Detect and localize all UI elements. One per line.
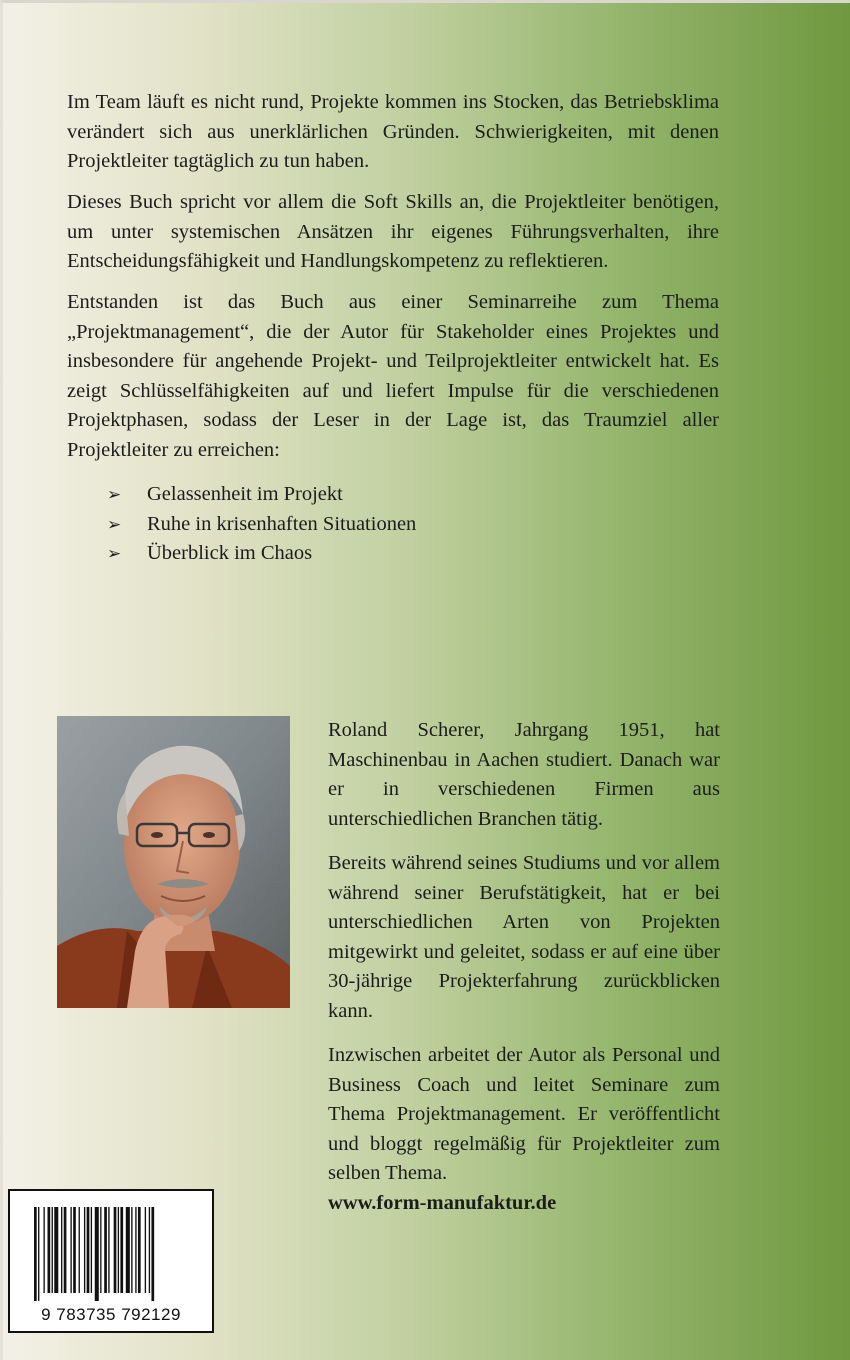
barcode-bar	[118, 1207, 119, 1293]
arrowhead-bullet-icon: ➢	[107, 514, 122, 534]
author-paragraph-2: Bereits während seines Studiums und vor allem während seiner Berufstätigkeit, hat er bei unterschiedlichen Arten von Projekten mitgewirkt und geleitet, sodass er auf eine über 30-jährige Projekterfahrung zurückblicken kann.	[328, 852, 720, 1022]
barcode-bar	[79, 1207, 80, 1293]
barcode-bar	[52, 1207, 53, 1293]
barcode-bar	[91, 1207, 92, 1293]
barcode-bar	[131, 1207, 132, 1293]
barcode-bar	[48, 1207, 51, 1293]
barcode-bar	[73, 1207, 76, 1293]
barcode-bar	[149, 1207, 150, 1293]
barcode-bar	[84, 1207, 85, 1293]
barcode-bar	[120, 1207, 123, 1293]
list-item-label: Ruhe in krisenhaften Situationen	[147, 512, 417, 535]
arrowhead-bullet-icon: ➢	[107, 485, 122, 504]
barcode-bar	[145, 1207, 146, 1293]
barcode-bar	[151, 1207, 154, 1301]
barcode-bar	[70, 1207, 71, 1293]
list-item	[107, 539, 416, 569]
barcode-bar	[114, 1207, 117, 1293]
barcode-bar	[61, 1207, 62, 1293]
blurb-paragraph-2: Dieses Buch spricht vor allem die Soft Skills an, die Projektleiter benötigen, um unter systemischen Ansätzen ihr eigenes Führungsverhalten, ihre Entscheidungsfähigkeit und Handlungskompetenz zu reflektieren.	[67, 191, 719, 272]
arrowhead-bullet-icon: ➢	[107, 544, 122, 563]
barcode-bar	[87, 1207, 90, 1293]
barcode-bar	[126, 1207, 130, 1293]
barcode-bar	[135, 1207, 136, 1293]
website-link[interactable]: www.form-manufaktur.de	[328, 1192, 557, 1214]
author-paragraph-3: Inzwischen arbeitet der Autor als Personal und Business Coach und leitet Seminare zum Thema Projektmanagement. Er veröffentlicht und bloggt regelmäßig für Projektleiter zum selben Thema.	[328, 1044, 720, 1184]
isbn-number: 9 783735 792129	[41, 1305, 181, 1324]
barcode-bars-icon	[10, 1191, 212, 1301]
barcode-bar	[54, 1207, 58, 1293]
blurb-paragraph-3: Entstanden ist das Buch aus einer Seminarreihe zum Thema „Projektmanagement“, die der Autor für Stakeholder eines Projektes und insbesondere für angehende Projekt- und Teilprojektleiter entwickelt hat. Es zeigt Schlüsselfähigkeiten auf und liefert Impulse für die verschiedenen Projektphasen, sodass der Leser in der Lage ist, das Traumziel aller Projektleiter zu erreichen:	[67, 291, 719, 461]
author-photo	[57, 716, 290, 1008]
barcode-bar	[95, 1207, 99, 1301]
list-item-label: Überblick im Chaos	[147, 542, 313, 564]
barcode-bar	[100, 1207, 101, 1293]
barcode-bar	[104, 1207, 107, 1293]
isbn-barcode	[8, 1189, 214, 1333]
list-item	[107, 510, 416, 540]
author-paragraph-1: Roland Scherer, Jahrgang 1951, hat Maschinenbau in Aachen studiert. Danach war er in verschiedenen Firmen aus unterschiedlichen Branchen tätig.	[328, 719, 720, 830]
goal-list	[107, 480, 416, 569]
author-bio	[328, 716, 720, 1204]
barcode-bar	[43, 1207, 44, 1293]
barcode-bar	[38, 1207, 39, 1301]
list-item-label: Gelassenheit im Projekt	[147, 483, 343, 505]
barcode-bar	[138, 1207, 141, 1293]
list-item	[107, 480, 416, 510]
blurb-paragraph-1: Im Team läuft es nicht rund, Projekte kommen ins Stocken, das Betriebsklima verändert sich aus unerklärlichen Gründen. Schwierigkeiten, mit denen Projektleiter tagtäglich zu tun haben.	[67, 91, 719, 172]
barcode-bar	[34, 1207, 37, 1301]
barcode-bar	[64, 1207, 67, 1293]
barcode-bar	[108, 1207, 109, 1293]
